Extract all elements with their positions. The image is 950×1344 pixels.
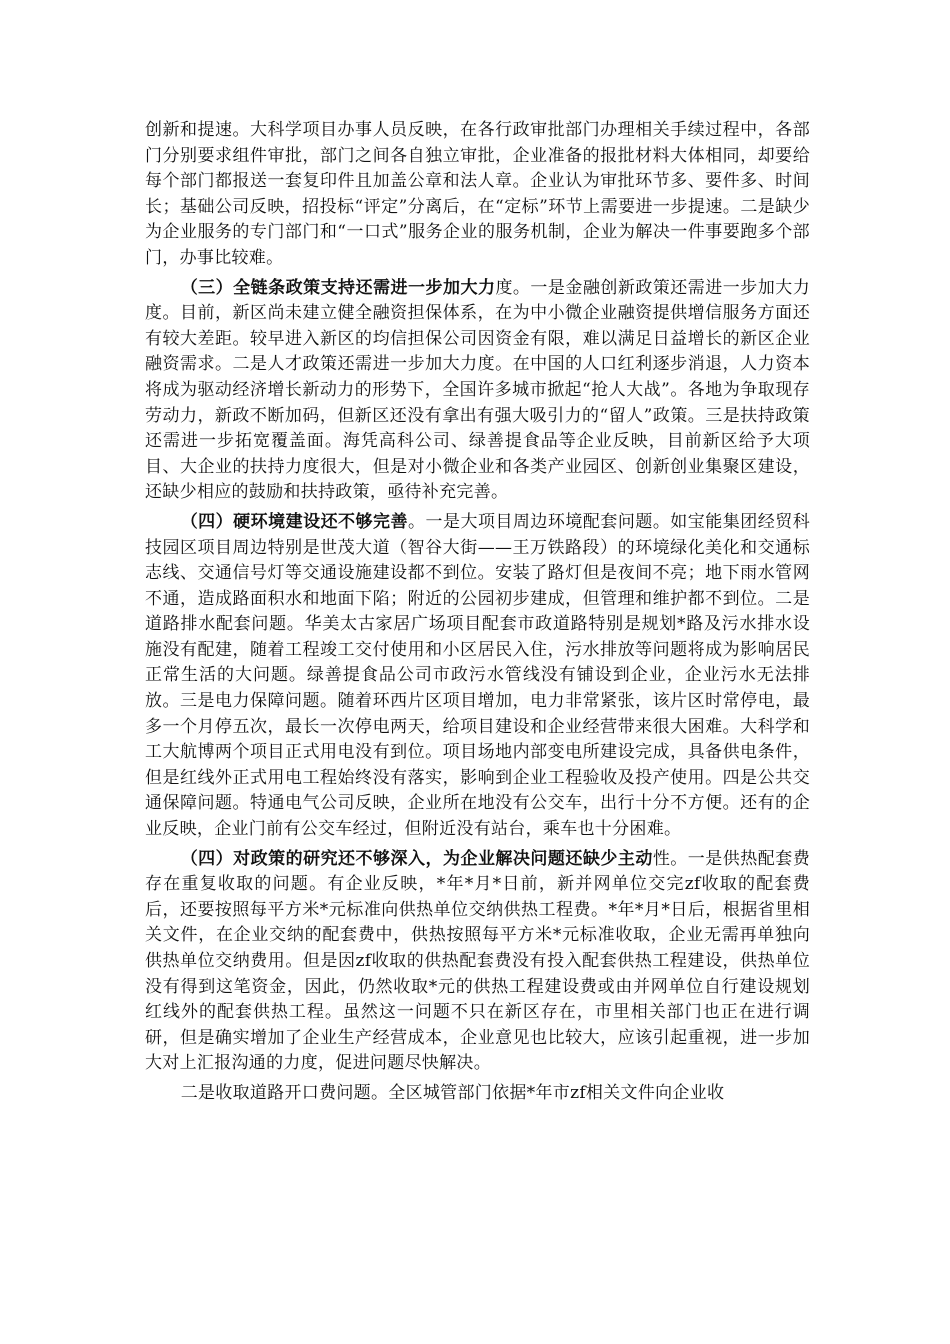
paragraph-text: 性。一是供热配套费存在重复收取的问题。有企业反映，*年*月*日前，新并网单位交完zf收取的配套费后，还要按照每平方米*元标准向供热单位交纳供热工程费。*年*月*日后，根据省里相关文件，在企业交纳的配套费中，供热按照每平方米*元标准收取，企业无需再单独向供热单位交纳费用。但是因zf收取的供热配套费没有投入配套供热工程建设，供热单位没有得到这笔资金，因此，仍然收取*元的供热工程建设费或由并网单位自行建设规划红线外的配套供热工程。虽然这一问题不只在新区存在，市里相关部门也正在进行调研，但是确实增加了企业生产经营成本，企业意见也比较大，应该引起重视，进一步加大对上汇报沟通的力度，促进问题尽快解决。: [145, 848, 810, 1074]
paragraph-policy-research: [145, 847, 810, 1077]
paragraph-policy-support: [145, 276, 810, 506]
section-heading-policy-support: （三）全链条政策支持还需进一步加大力: [180, 277, 496, 298]
paragraph-text: 。一是大项目周边环境配套问题。如宝能集团经贸科技园区项目周边特别是世茂大道（智谷大街——王万铁路段）的环境绿化美化和交通标志线、交通信号灯等交通设施建设都不到位。安装了路灯但是夜间不亮；地下雨水管网不通，造成路面积水和地面下陷；附近的公园初步建成，但管理和维护都不到位。二是道路排水配套问题。华美太古家居广场项目配套市政道路特别是规划*路及污水排水设施没有配建，随着工程竣工交付使用和小区居民入住，污水排放等问题将成为影响居民正常生活的大问题。绿善提食品公司市政污水管线没有铺设到企业，企业污水无法排放。三是电力保障问题。随着环西片区项目增加，电力非常紧张，该片区时常停电，最多一个月停五次，最长一次停电两天，给项目建设和企业经营带来很大困难。大科学和工大航博两个项目正式用电没有到位。项目场地内部变电所建设完成，具备供电条件，但是红线外正式用电工程始终没有落实，影响到企业工程验收及投产使用。四是公共交通保障问题。特通电气公司反映，企业所在地没有公交车，出行十分不方便。还有的企业反映，企业门前有公交车经过，但附近没有站台，乘车也十分困难。: [145, 511, 811, 840]
paragraph-text: 度。一是金融创新政策还需进一步加大力度。目前，新区尚未建立健全融资担保体系，在为中小微企业融资提供增信服务方面还有较大差距。较早进入新区的均信担保公司因资金有限，难以满足日益增长的新区企业融资需求。二是人才政策还需进一步加大力度。在中国的人口红利逐步消退，人力资本将成为驱动经济增长新动力的形势下，全国许多城市掀起“抢人大战”。各地为争取现存劳动力，新政不断加码，但新区还没有拿出有强大吸引力的“留人”政策。三是扶持政策还需进一步拓宽覆盖面。海凭高科公司、绿善提食品等企业反映，目前新区给予大项目、大企业的扶持力度很大，但是对小微企业和各类产业园区、创新创业集聚区建设，还缺少相应的鼓励和扶持政策，亟待补充完善。: [145, 277, 810, 503]
paragraph-hard-environment: [145, 510, 810, 843]
section-heading-hard-environment: （四）硬环境建设还不够完善: [180, 511, 409, 532]
section-heading-policy-research: （四）对政策的研究还不够深入，为企业解决问题还缺少主动: [180, 848, 653, 869]
document-body: [145, 118, 810, 1107]
paragraph-road-opening-fee: [145, 1081, 810, 1107]
paragraph-text: 创新和提速。大科学项目办事人员反映，在各行政审批部门办理相关手续过程中，各部门分别要求组件审批，部门之间各自独立审批，企业准备的报批材料大体相同，却要给每个部门都报送一套复印件且加盖公章和法人章。企业认为审批环节多、要件多、时间长；基础公司反映，招投标“评定”分离后，在“定标”环节上需要进一步提速。二是缺少为企业服务的专门部门和“一口式”服务企业的服务机制，企业为解决一件事要跑多个部门，办事比较难。: [145, 120, 810, 268]
paragraph-approval-speed: [145, 118, 810, 272]
paragraph-text: 二是收取道路开口费问题。全区城管部门依据*年市zf相关文件向企业收: [180, 1082, 725, 1103]
